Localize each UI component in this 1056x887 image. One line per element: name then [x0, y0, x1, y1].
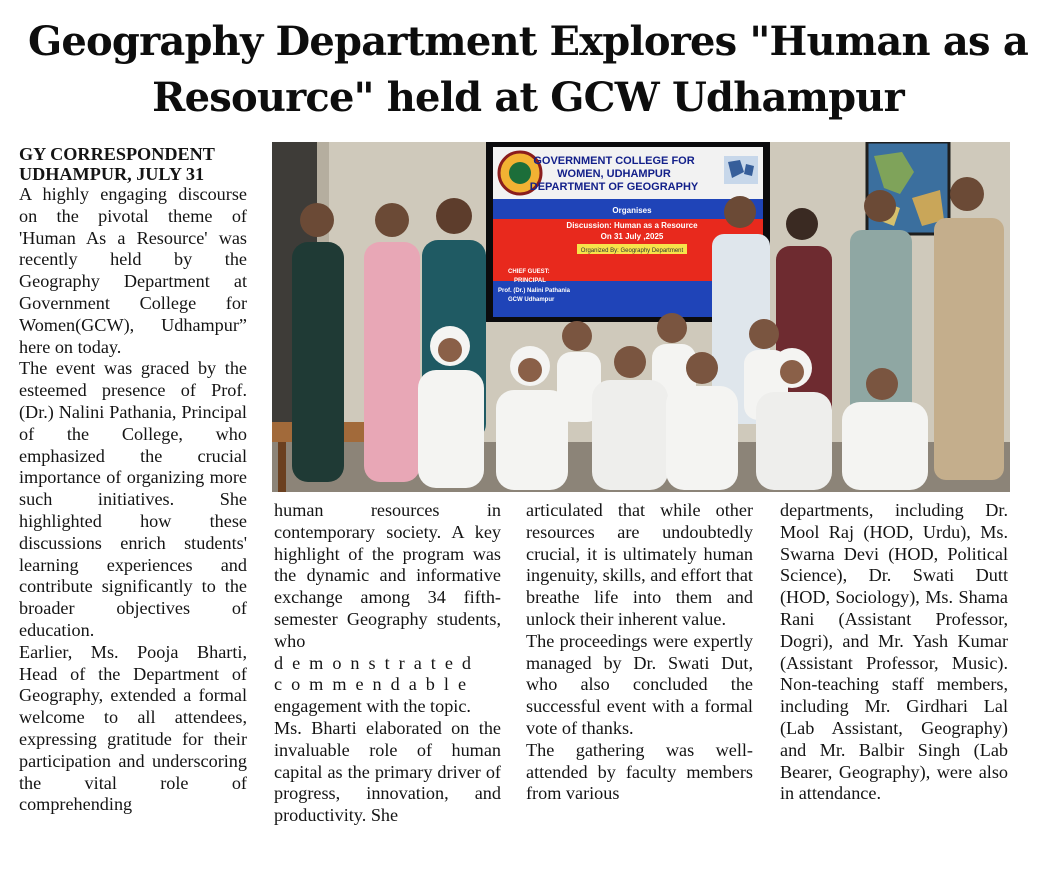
screen-discussion: Discussion: Human as a Resource [566, 221, 698, 230]
article-paragraph: The proceedings were expertly managed by Dr. Swati Dut, who also concluded the successful event with a formal vote of thanks. [526, 630, 753, 738]
screen-guest-college: GCW Udhampur [508, 297, 555, 303]
event-photo-illustration [272, 142, 1010, 492]
screen-department: DEPARTMENT OF GEOGRAPHY [529, 181, 699, 193]
screen-date: On 31 July ,2025 [600, 232, 664, 241]
article-column-2 [274, 500, 501, 827]
article-text: engagement with the topic. [274, 696, 471, 717]
screen-organized-by: Organized By: Geography Department [580, 248, 684, 254]
screen-college-line1: GOVERNMENT COLLEGE FOR [533, 155, 695, 167]
event-photo [272, 142, 1010, 492]
article-paragraph: The gathering was well-attended by faculty members from various [526, 739, 753, 804]
article-paragraph [274, 500, 501, 718]
article-paragraph: Earlier, Ms. Pooja Bharti, Head of the Department of Geography, extended a formal welcome to all attendees, expressing gratitude for their participation and underscoring the vital role of comprehending [19, 641, 247, 815]
byline-dateline: UDHAMPUR, JULY 31 [19, 164, 205, 184]
screen-college-line2: WOMEN, UDHAMPUR [557, 168, 671, 180]
screen-organises: Organises [612, 206, 652, 215]
article-text-spaced: commendable [274, 674, 476, 695]
screen-guest-name: Prof. (Dr.) Nalini Pathania [498, 288, 571, 294]
article-column-4 [780, 500, 1008, 805]
byline-correspondent: GY CORRESPONDENT [19, 144, 215, 164]
article-paragraph: articulated that while other resources are undoubtedly crucial, it is ultimately human ingenuity, skills, and effort that breathe life into them and unlock their inherent value. [526, 500, 753, 629]
article-paragraph: Ms. Bharti elaborated on the invaluable role of human capital as the primary driver of progress, innovation, and productivity. She [274, 717, 501, 826]
article-text: human resources in contemporary society. A key highlight of the program was the dynamic and informative exchange among 34 fifth-semester Geography students, who [274, 500, 501, 651]
byline [19, 144, 247, 184]
article-column-3 [526, 500, 753, 805]
screen-principal: PRINCIPAL [514, 278, 546, 284]
article-paragraph: The event was graced by the esteemed presence of Prof. (Dr.) Nalini Pathania, Principal of the College, who emphasized the crucial importance of organizing more such initiatives. She highlighted how these discussions enrich students' learning experiences and contribute significantly to the broader objectives of education. [19, 358, 247, 640]
headline: Geography Department Explores "Human as a Resource" held at GCW Udhampur [28, 18, 1028, 121]
article-paragraph: departments, including Dr. Mool Raj (HOD, Urdu), Ms. Swarna Devi (HOD, Political Science), Dr. Swati Dutt (HOD, Sociology), Ms. Shama Rani (Assistant Professor, Dogri), and Mr. Yash Kumar (Assistant Professor, Music). Non-teaching staff members, including Mr. Girdhari Lal (Lab Assistant, Geography) and Mr. Balbir Singh (Lab Bearer, Geography), were also in attendance. [780, 500, 1008, 804]
article-paragraph: A highly engaging discourse on the pivotal theme of 'Human As a Resource' was recently held by the Geography Department at Government College for Women(GCW), Udhampur” here on today. [19, 184, 247, 357]
article-column-1 [19, 144, 247, 816]
article-text-spaced: demonstrated [274, 652, 480, 673]
screen-chief-guest: CHIEF GUEST: [508, 269, 550, 275]
